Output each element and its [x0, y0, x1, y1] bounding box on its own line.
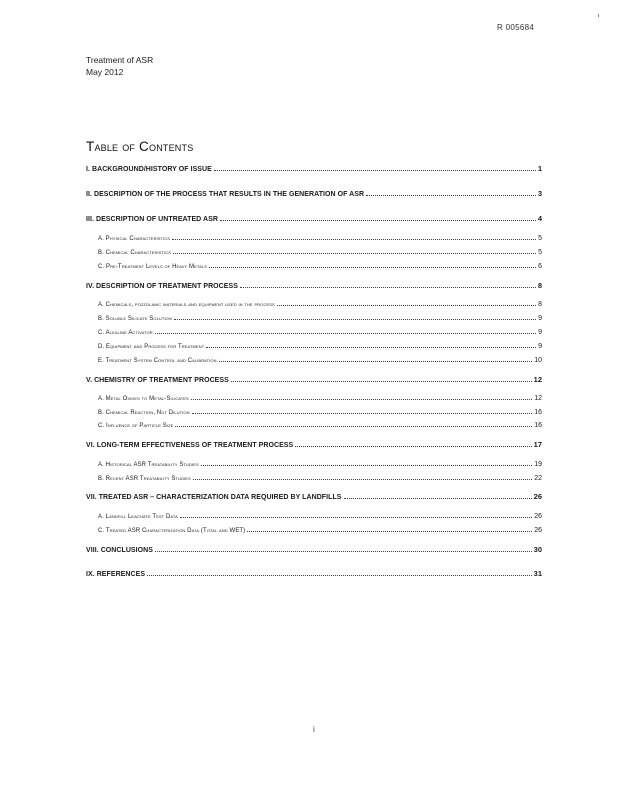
- toc-entry-page: 30: [533, 545, 542, 554]
- dot-leader: [172, 238, 536, 240]
- toc-entry-2: [86, 186, 542, 198]
- toc-entry-label: B. Chemical Reaction, Not Dilution: [98, 410, 190, 416]
- toc-entry-8: [86, 542, 542, 554]
- toc-entry-label: C. Pre-Treatment Levels of Heavy Metals: [98, 264, 208, 270]
- toc-entry-page: 8: [538, 301, 542, 308]
- toc-entry-page: 6: [538, 263, 542, 270]
- toc-entry-label: I. BACKGROUND/HISTORY OF ISSUE: [86, 166, 212, 173]
- toc-subentry-7a: [98, 508, 542, 520]
- dot-leader: [277, 304, 536, 306]
- toc-entry-page: 5: [538, 249, 542, 256]
- dot-leader: [180, 516, 532, 518]
- toc-entry-page: 9: [538, 315, 542, 322]
- toc-entry-page: 5: [538, 235, 542, 242]
- dot-leader: [344, 497, 532, 499]
- toc-entry-label: A. Metal Oxides to Metal-Silicates: [98, 396, 189, 402]
- dot-leader: [191, 398, 532, 400]
- dot-leader: [155, 550, 532, 552]
- toc-entry-page: 26: [533, 492, 542, 501]
- toc-title: Table of Contents: [86, 139, 194, 154]
- toc-entry-label: A. Chemicals, pozzolanic materials and equipment used in the process: [98, 302, 275, 308]
- toc-entry-3: [86, 211, 542, 223]
- toc-subentry-4c: [98, 324, 542, 336]
- document-header: [86, 55, 153, 78]
- toc-subentry-5a: [98, 390, 542, 402]
- toc-subentry-4a: [98, 296, 542, 308]
- dot-leader: [214, 169, 536, 171]
- toc-subentry-5b: [98, 404, 542, 416]
- toc-entry-page: 1: [537, 164, 542, 173]
- toc-subentry-5c: [98, 417, 542, 429]
- toc-entry-label: C. Treated ASR Characterization Data (Total and WET): [98, 528, 246, 534]
- dot-leader: [219, 360, 533, 362]
- toc-entry-page: 19: [534, 461, 542, 468]
- toc-entry-page: 9: [538, 329, 542, 336]
- toc-subentry-7c: [98, 522, 542, 534]
- toc-entry-page: 26: [534, 527, 542, 534]
- header-title: Treatment of ASR: [86, 55, 154, 65]
- toc-subentry-6a: [98, 456, 542, 468]
- toc-entry-page: 12: [533, 375, 542, 384]
- dot-leader: [295, 445, 531, 447]
- toc-subentry-3b: [98, 244, 542, 256]
- toc-entry-label: A. Physical Characteristics: [98, 236, 171, 242]
- toc-entry-4: [86, 278, 542, 290]
- toc-entry-6: [86, 437, 542, 449]
- toc-entry-page: 31: [533, 569, 542, 578]
- dot-leader: [175, 425, 532, 427]
- dot-leader: [201, 464, 532, 466]
- toc-entry-7: [86, 489, 542, 501]
- toc-entry-label: VI. LONG-TERM EFFECTIVENESS OF TREATMENT PROCESS: [86, 442, 294, 449]
- dot-leader: [231, 380, 532, 382]
- dot-leader: [192, 412, 533, 414]
- toc-entry-label: V. CHEMISTRY OF TREATMENT PROCESS: [86, 377, 229, 384]
- toc-entry-label: B. Recent ASR Treatability Studies: [98, 476, 191, 482]
- toc-entry-label: E. Treatment System Control and Calibration: [98, 358, 217, 364]
- dot-leader: [155, 332, 536, 334]
- toc-entry-label: VII. TREATED ASR – CHARACTERIZATION DATA REQUIRED BY LANDFILLS: [86, 494, 342, 501]
- dot-leader: [147, 574, 532, 576]
- dot-leader: [209, 266, 536, 268]
- dot-leader: [366, 194, 536, 196]
- dot-leader: [240, 286, 536, 288]
- toc-subentry-4d: [98, 338, 542, 350]
- toc-entry-label: IX. REFERENCES: [86, 571, 146, 578]
- dot-leader: [173, 252, 536, 254]
- toc-entry-label: VIII. CONCLUSIONS: [86, 547, 153, 554]
- toc-entry-label: IV. DESCRIPTION OF TREATMENT PROCESS: [86, 283, 238, 290]
- toc-entry-page: 9: [538, 343, 542, 350]
- toc-entry-label: B. Soluble Silicate Solution: [98, 316, 172, 322]
- scan-speck: [598, 14, 599, 17]
- toc-entry-label: II. DESCRIPTION OF THE PROCESS THAT RESULTS IN THE GENERATION OF ASR: [86, 191, 365, 198]
- toc-entry-label: A. Historical ASR Treatability Studies: [98, 462, 199, 468]
- dot-leader: [174, 318, 536, 320]
- page-number: i: [313, 725, 315, 734]
- toc-subentry-6b: [98, 470, 542, 482]
- toc-entry-page: 8: [537, 281, 542, 290]
- toc-entry-page: 3: [537, 189, 542, 198]
- toc-entry-1: [86, 161, 542, 173]
- toc-entry-page: 12: [534, 395, 542, 402]
- toc-subentry-3c: [98, 258, 542, 270]
- dot-leader: [247, 530, 532, 532]
- toc-subentry-4b: [98, 310, 542, 322]
- toc-entry-page: 4: [537, 214, 542, 223]
- header-date: May 2012: [86, 66, 124, 77]
- toc-entry-label: A. Landfill Leachate Test Data: [98, 514, 178, 520]
- toc-entry-page: 16: [534, 409, 542, 416]
- dot-leader: [220, 219, 536, 221]
- toc-entry-5: [86, 372, 542, 384]
- bates-number: R 005684: [497, 23, 535, 32]
- toc-subentry-4e: [98, 352, 542, 364]
- toc-entry-page: 22: [534, 475, 542, 482]
- toc-entry-label: C. Influence of Particle Size: [98, 423, 174, 429]
- dot-leader: [193, 478, 532, 480]
- toc-subentry-3a: [98, 230, 542, 242]
- toc-entry-page: 26: [534, 513, 542, 520]
- toc-entry-page: 17: [533, 440, 542, 449]
- toc-entry-page: 16: [534, 422, 542, 429]
- toc-entry-label: B. Chemical Characteristics: [98, 250, 172, 256]
- toc-entry-9: [86, 566, 542, 578]
- toc-entry-label: C. Alkaline Activator: [98, 330, 153, 336]
- dot-leader: [206, 346, 536, 348]
- toc-entry-label: D. Equipment and Process for Treatment: [98, 344, 205, 350]
- toc-entry-label: III. DESCRIPTION OF UNTREATED ASR: [86, 216, 218, 223]
- toc-entry-page: 10: [534, 357, 542, 364]
